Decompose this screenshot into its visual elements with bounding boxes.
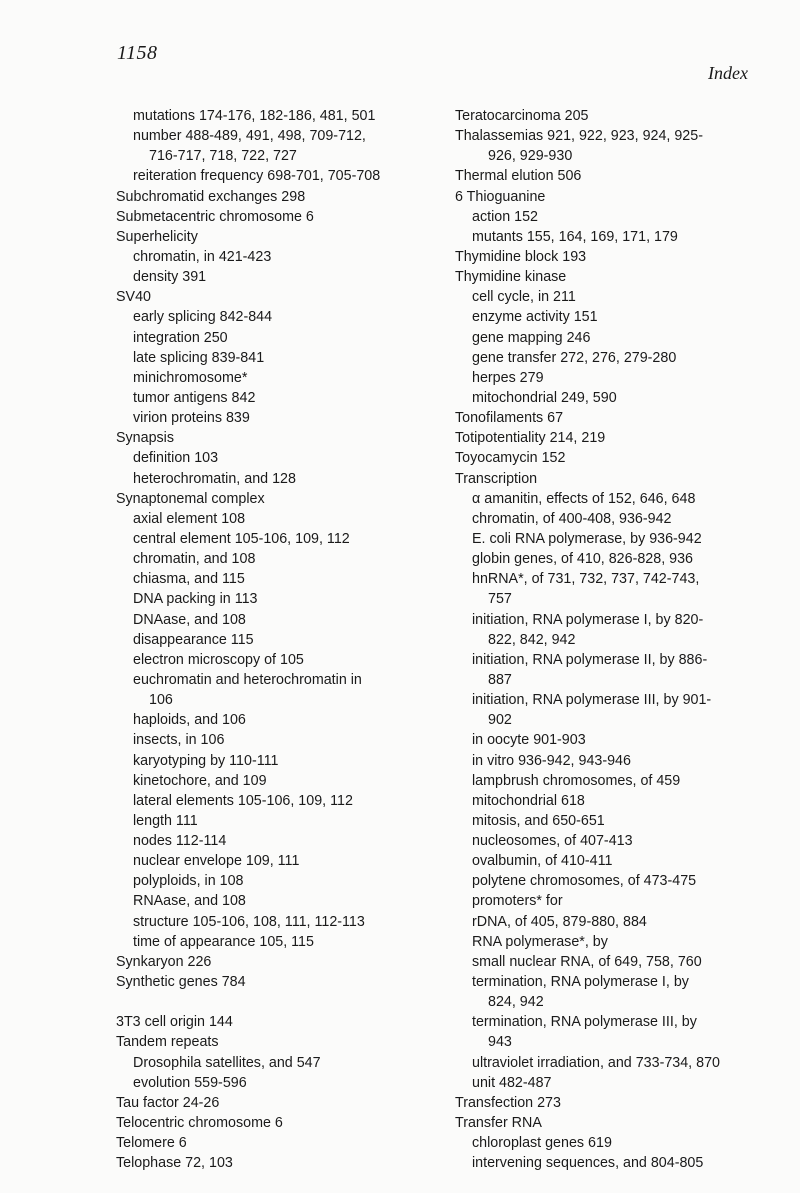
index-subentry: axial element 108 [133, 510, 246, 527]
index-subentry: DNA packing in 113 [133, 591, 258, 608]
index-heading: Superhelicity [116, 228, 198, 245]
index-subentry: promoters* for [472, 893, 563, 910]
index-subentry: chromatin, of 400-408, 936-942 [472, 510, 672, 527]
index-subentry: gene transfer 272, 276, 279-280 [472, 349, 677, 366]
index-heading: Tonofilaments 67 [455, 410, 564, 427]
index-heading: Tau factor 24-26 [116, 1094, 220, 1111]
index-subentry: ovalbumin, of 410-411 [472, 853, 613, 870]
index-subentry: gene mapping 246 [472, 329, 591, 346]
index-heading: Teratocarcinoma 205 [455, 108, 589, 124]
index-subentry: chiasma, and 115 [133, 571, 245, 588]
index-subentry: insects, in 106 [133, 732, 225, 749]
index-heading: Transcription [455, 470, 538, 487]
index-subentry: chromatin, in 421-423 [133, 248, 272, 265]
index-heading: Submetacentric chromosome 6 [116, 208, 314, 225]
index-subentry: central element 105-106, 109, 112 [133, 530, 350, 547]
index-subentry: intervening sequences, and 804-805 [472, 1155, 704, 1172]
index-subentry: enzyme activity 151 [472, 309, 598, 326]
index-subentry: hnRNA*, of 731, 732, 737, 742-743, [472, 571, 700, 588]
index-subentry: early splicing 842-844 [133, 309, 273, 326]
index-heading: Telocentric chromosome 6 [116, 1115, 283, 1132]
index-subentry: 902 [488, 712, 512, 729]
index-subentry: nuclear envelope 109, 111 [133, 853, 300, 870]
index-heading: 6 Thioguanine [455, 188, 546, 205]
index-subentry: initiation, RNA polymerase III, by 901- [472, 692, 712, 709]
index-subentry: 757 [488, 591, 512, 608]
index-subentry: mutants 155, 164, 169, 171, 179 [472, 228, 678, 245]
index-subentry: ultraviolet irradiation, and 733-734, 870 [472, 1054, 720, 1071]
index-subentry: mutations 174-176, 182-186, 481, 501 [133, 108, 376, 124]
index-subentry: electron microscopy of 105 [133, 651, 304, 668]
index-heading: Subchromatid exchanges 298 [116, 188, 306, 205]
page-number: 1158 [117, 42, 158, 64]
index-heading: Telomere 6 [116, 1135, 187, 1152]
index-subentry: globin genes, of 410, 826-828, 936 [472, 551, 693, 568]
index-subentry: density 391 [133, 269, 207, 286]
index-subentry: chromatin, and 108 [133, 551, 256, 568]
index-subentry: length 111 [133, 812, 198, 829]
index-subentry: minichromosome* [133, 369, 248, 386]
index-subentry: α amanitin, effects of 152, 646, 648 [472, 490, 696, 507]
index-subentry: chloroplast genes 619 [472, 1135, 612, 1152]
index-subentry: initiation, RNA polymerase I, by 820- [472, 611, 704, 628]
index-subentry: polytene chromosomes, of 473-475 [472, 873, 697, 890]
index-subentry: lampbrush chromosomes, of 459 [472, 772, 681, 789]
index-subentry: Drosophila satellites, and 547 [133, 1054, 321, 1071]
index-subentry: mitochondrial 618 [472, 792, 585, 809]
index-subentry: termination, RNA polymerase I, by [472, 974, 689, 991]
index-subentry: reiteration frequency 698-701, 705-708 [133, 168, 381, 185]
index-subentry: RNAase, and 108 [133, 893, 246, 910]
index-heading: Thymidine kinase [455, 269, 567, 286]
index-subentry: 824, 942 [488, 994, 544, 1011]
index-subentry: 716-717, 718, 722, 727 [149, 148, 297, 165]
index-subentry: RNA polymerase*, by [472, 933, 608, 950]
index-subentry: nodes 112-114 [133, 833, 227, 850]
index-subentry: in oocyte 901-903 [472, 732, 586, 749]
index-heading: Thermal elution 506 [455, 168, 582, 185]
index-column-right [455, 106, 785, 1173]
index-subentry: euchromatin and heterochromatin in [133, 671, 362, 688]
index-subentry: late splicing 839-841 [133, 349, 265, 366]
index-subentry: 926, 929-930 [488, 148, 573, 165]
index-subentry: polyploids, in 108 [133, 873, 244, 890]
index-subentry: lateral elements 105-106, 109, 112 [133, 792, 353, 809]
index-subentry: disappearance 115 [133, 631, 254, 648]
index-heading: Transfection 273 [455, 1094, 561, 1111]
index-heading: Synthetic genes 784 [116, 974, 246, 991]
index-subentry: 887 [488, 671, 512, 688]
index-heading: Toyocamycin 152 [455, 450, 566, 467]
index-subentry: 106 [149, 692, 173, 709]
index-heading: Tandem repeats [116, 1034, 219, 1051]
index-heading: Synapsis [116, 430, 175, 447]
index-heading: Thymidine block 193 [455, 248, 587, 265]
index-heading: Synaptonemal complex [116, 490, 265, 507]
index-subentry: nucleosomes, of 407-413 [472, 833, 633, 850]
index-subentry: 943 [488, 1034, 512, 1051]
index-heading: Thalassemias 921, 922, 923, 924, 925- [455, 128, 703, 145]
index-heading: 3T3 cell origin 144 [116, 1014, 233, 1031]
index-subentry: structure 105-106, 108, 111, 112-113 [133, 913, 365, 930]
index-subentry: kinetochore, and 109 [133, 772, 267, 789]
index-heading: Totipotentiality 214, 219 [455, 430, 606, 447]
index-subentry: initiation, RNA polymerase II, by 886- [472, 651, 708, 668]
index-subentry: karyotyping by 110-111 [133, 752, 279, 769]
index-subentry: cell cycle, in 211 [472, 289, 576, 306]
index-heading: Synkaryon 226 [116, 953, 212, 970]
index-subentry: herpes 279 [472, 369, 544, 386]
index-gap [116, 992, 436, 1012]
index-subentry: heterochromatin, and 128 [133, 470, 296, 487]
index-subentry: in vitro 936-942, 943-946 [472, 752, 631, 769]
index-heading: SV40 [116, 289, 151, 306]
index-subentry: definition 103 [133, 450, 219, 467]
index-subentry: time of appearance 105, 115 [133, 933, 314, 950]
index-subentry: DNAase, and 108 [133, 611, 246, 628]
index-subentry: virion proteins 839 [133, 410, 250, 427]
index-subentry: mitochondrial 249, 590 [472, 389, 617, 406]
index-subentry: unit 482-487 [472, 1074, 552, 1091]
index-subentry: action 152 [472, 208, 538, 225]
index-subentry: mitosis, and 650-651 [472, 812, 605, 829]
index-subentry: integration 250 [133, 329, 228, 346]
running-head: Index [708, 63, 748, 83]
index-subentry: evolution 559-596 [133, 1074, 247, 1091]
index-subentry: E. coli RNA polymerase, by 936-942 [472, 530, 702, 547]
index-heading: Telophase 72, 103 [116, 1155, 233, 1172]
index-column-left [116, 106, 436, 1173]
index-subentry: termination, RNA polymerase III, by [472, 1014, 697, 1031]
index-heading: Transfer RNA [455, 1115, 542, 1132]
index-subentry: tumor antigens 842 [133, 389, 256, 406]
index-subentry: 822, 842, 942 [488, 631, 576, 648]
index-subentry: number 488-489, 491, 498, 709-712, [133, 128, 366, 145]
index-subentry: rDNA, of 405, 879-880, 884 [472, 913, 647, 930]
index-subentry: haploids, and 106 [133, 712, 246, 729]
index-subentry: small nuclear RNA, of 649, 758, 760 [472, 953, 702, 970]
